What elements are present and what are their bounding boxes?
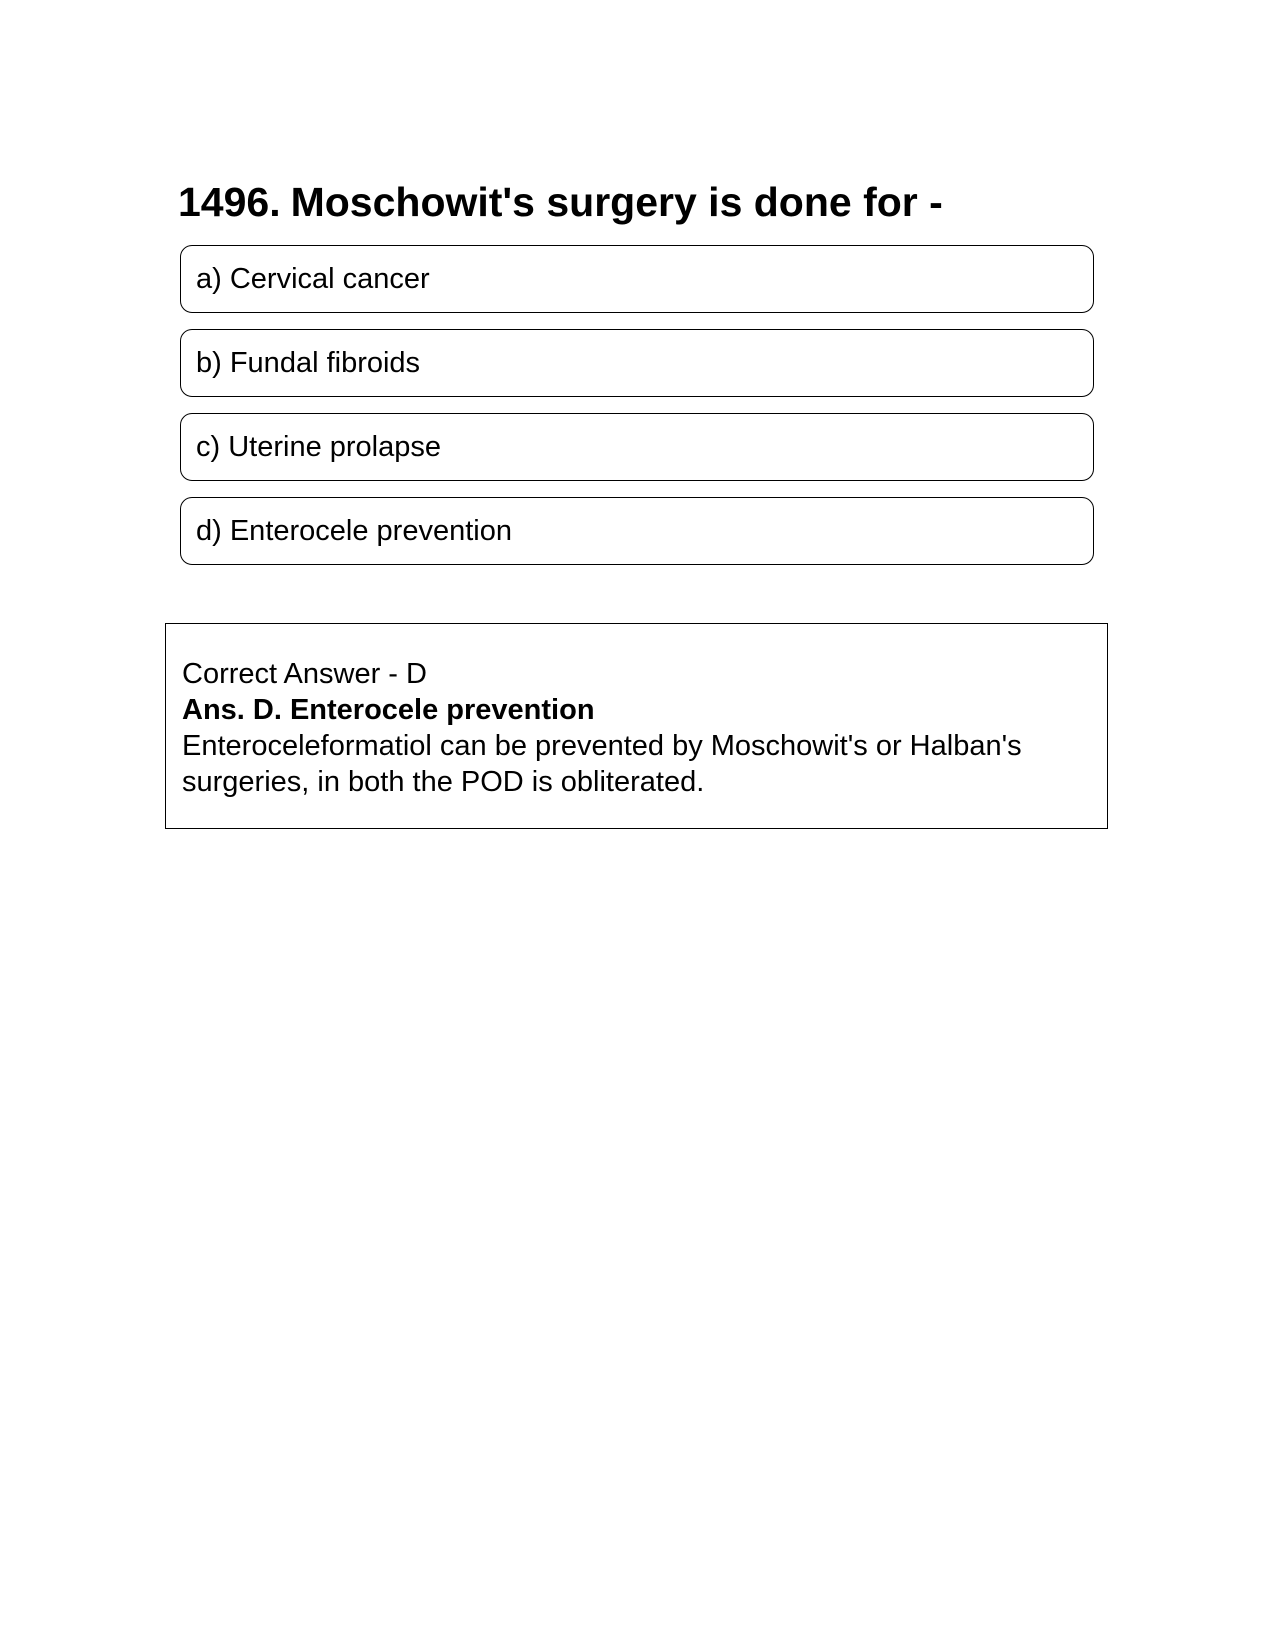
option-d[interactable]: d) Enterocele prevention bbox=[180, 497, 1094, 565]
question-text: Moschowit's surgery is done for - bbox=[290, 179, 943, 225]
question-number: 1496. bbox=[178, 179, 281, 225]
correct-answer-line: Correct Answer - D bbox=[182, 658, 427, 690]
option-a[interactable]: a) Cervical cancer bbox=[180, 245, 1094, 313]
answer-box bbox=[165, 623, 1108, 829]
answer-title: Ans. D. Enterocele prevention bbox=[182, 694, 595, 726]
option-c[interactable]: c) Uterine prolapse bbox=[180, 413, 1094, 481]
answer-explanation: Enteroceleformatiol can be prevented by Moschowit's or Halban's surgeries, in both the POD is obliterated. bbox=[182, 730, 1022, 798]
option-b[interactable]: b) Fundal fibroids bbox=[180, 329, 1094, 397]
options-list bbox=[180, 245, 1094, 581]
question-title bbox=[178, 178, 943, 226]
